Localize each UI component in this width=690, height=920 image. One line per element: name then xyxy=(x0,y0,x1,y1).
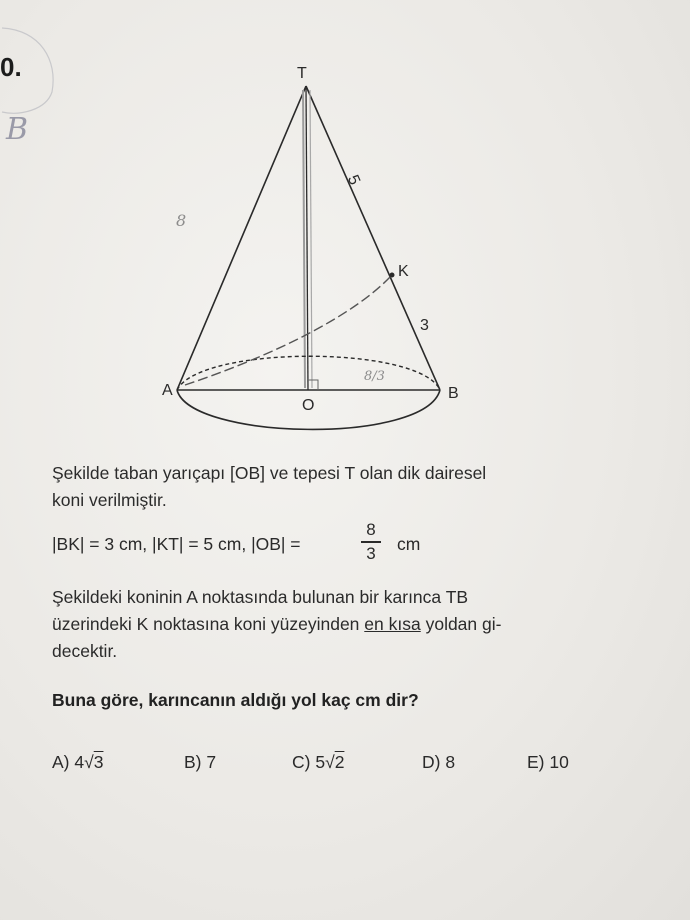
option-a[interactable]: A) 4√3 xyxy=(52,752,104,772)
label-len-5: 5 xyxy=(343,172,363,188)
option-c[interactable]: C) 5√2 xyxy=(292,752,345,772)
option-b[interactable]: B) 7 xyxy=(184,752,217,772)
problem-line-3: Şekildeki koninin A noktasında bulunan bir karınca TB xyxy=(52,587,469,607)
label-t: T xyxy=(297,65,307,82)
fraction-numerator: 8 xyxy=(366,520,376,539)
problem-intro xyxy=(52,460,652,514)
ant-path-pencil xyxy=(185,275,392,385)
unit-cm: cm xyxy=(397,534,421,554)
label-a: A xyxy=(162,382,173,399)
question-circle-mark xyxy=(2,28,53,113)
option-d[interactable]: D) 8 xyxy=(422,752,456,772)
height-to xyxy=(306,86,308,390)
height-to-pencil xyxy=(303,90,305,388)
fraction-denominator: 3 xyxy=(366,543,376,563)
problem-body xyxy=(52,584,652,665)
problem-line-2: koni verilmiştir. xyxy=(52,490,167,510)
right-angle-mark xyxy=(308,380,318,390)
option-e[interactable]: E) 10 xyxy=(527,752,569,772)
problem-line-1: Şekilde taban yarıçapı [OB] ve tepesi T olan dik dairesel xyxy=(52,463,487,483)
label-len-3: 3 xyxy=(420,317,429,334)
label-b: B xyxy=(448,385,459,402)
label-k: K xyxy=(398,263,409,280)
label-o: O xyxy=(302,397,315,414)
given-lengths-text: |BK| = 3 cm, |KT| = 5 cm, |OB| = xyxy=(52,534,301,554)
hand-label-8: 8 xyxy=(176,211,187,230)
handwritten-answer-mark: B xyxy=(6,112,29,147)
point-k-dot xyxy=(390,273,395,278)
given-lengths xyxy=(52,520,652,570)
fraction-ob xyxy=(361,520,381,564)
edge-tb xyxy=(306,86,440,390)
edge-ta xyxy=(177,86,306,390)
hand-label-8-3: 8/3 xyxy=(364,369,385,384)
answer-options xyxy=(52,752,652,782)
question-number: 0. xyxy=(0,52,22,82)
problem-line-4: üzerindeki K noktasına koni yüzeyinden en kısa yoldan gi- xyxy=(52,614,502,634)
problem-line-5: decektir. xyxy=(52,641,118,661)
emphasis-shortest: en kısa xyxy=(364,614,421,634)
question-prompt: Buna göre, karıncanın aldığı yol kaç cm dir? xyxy=(52,690,419,710)
